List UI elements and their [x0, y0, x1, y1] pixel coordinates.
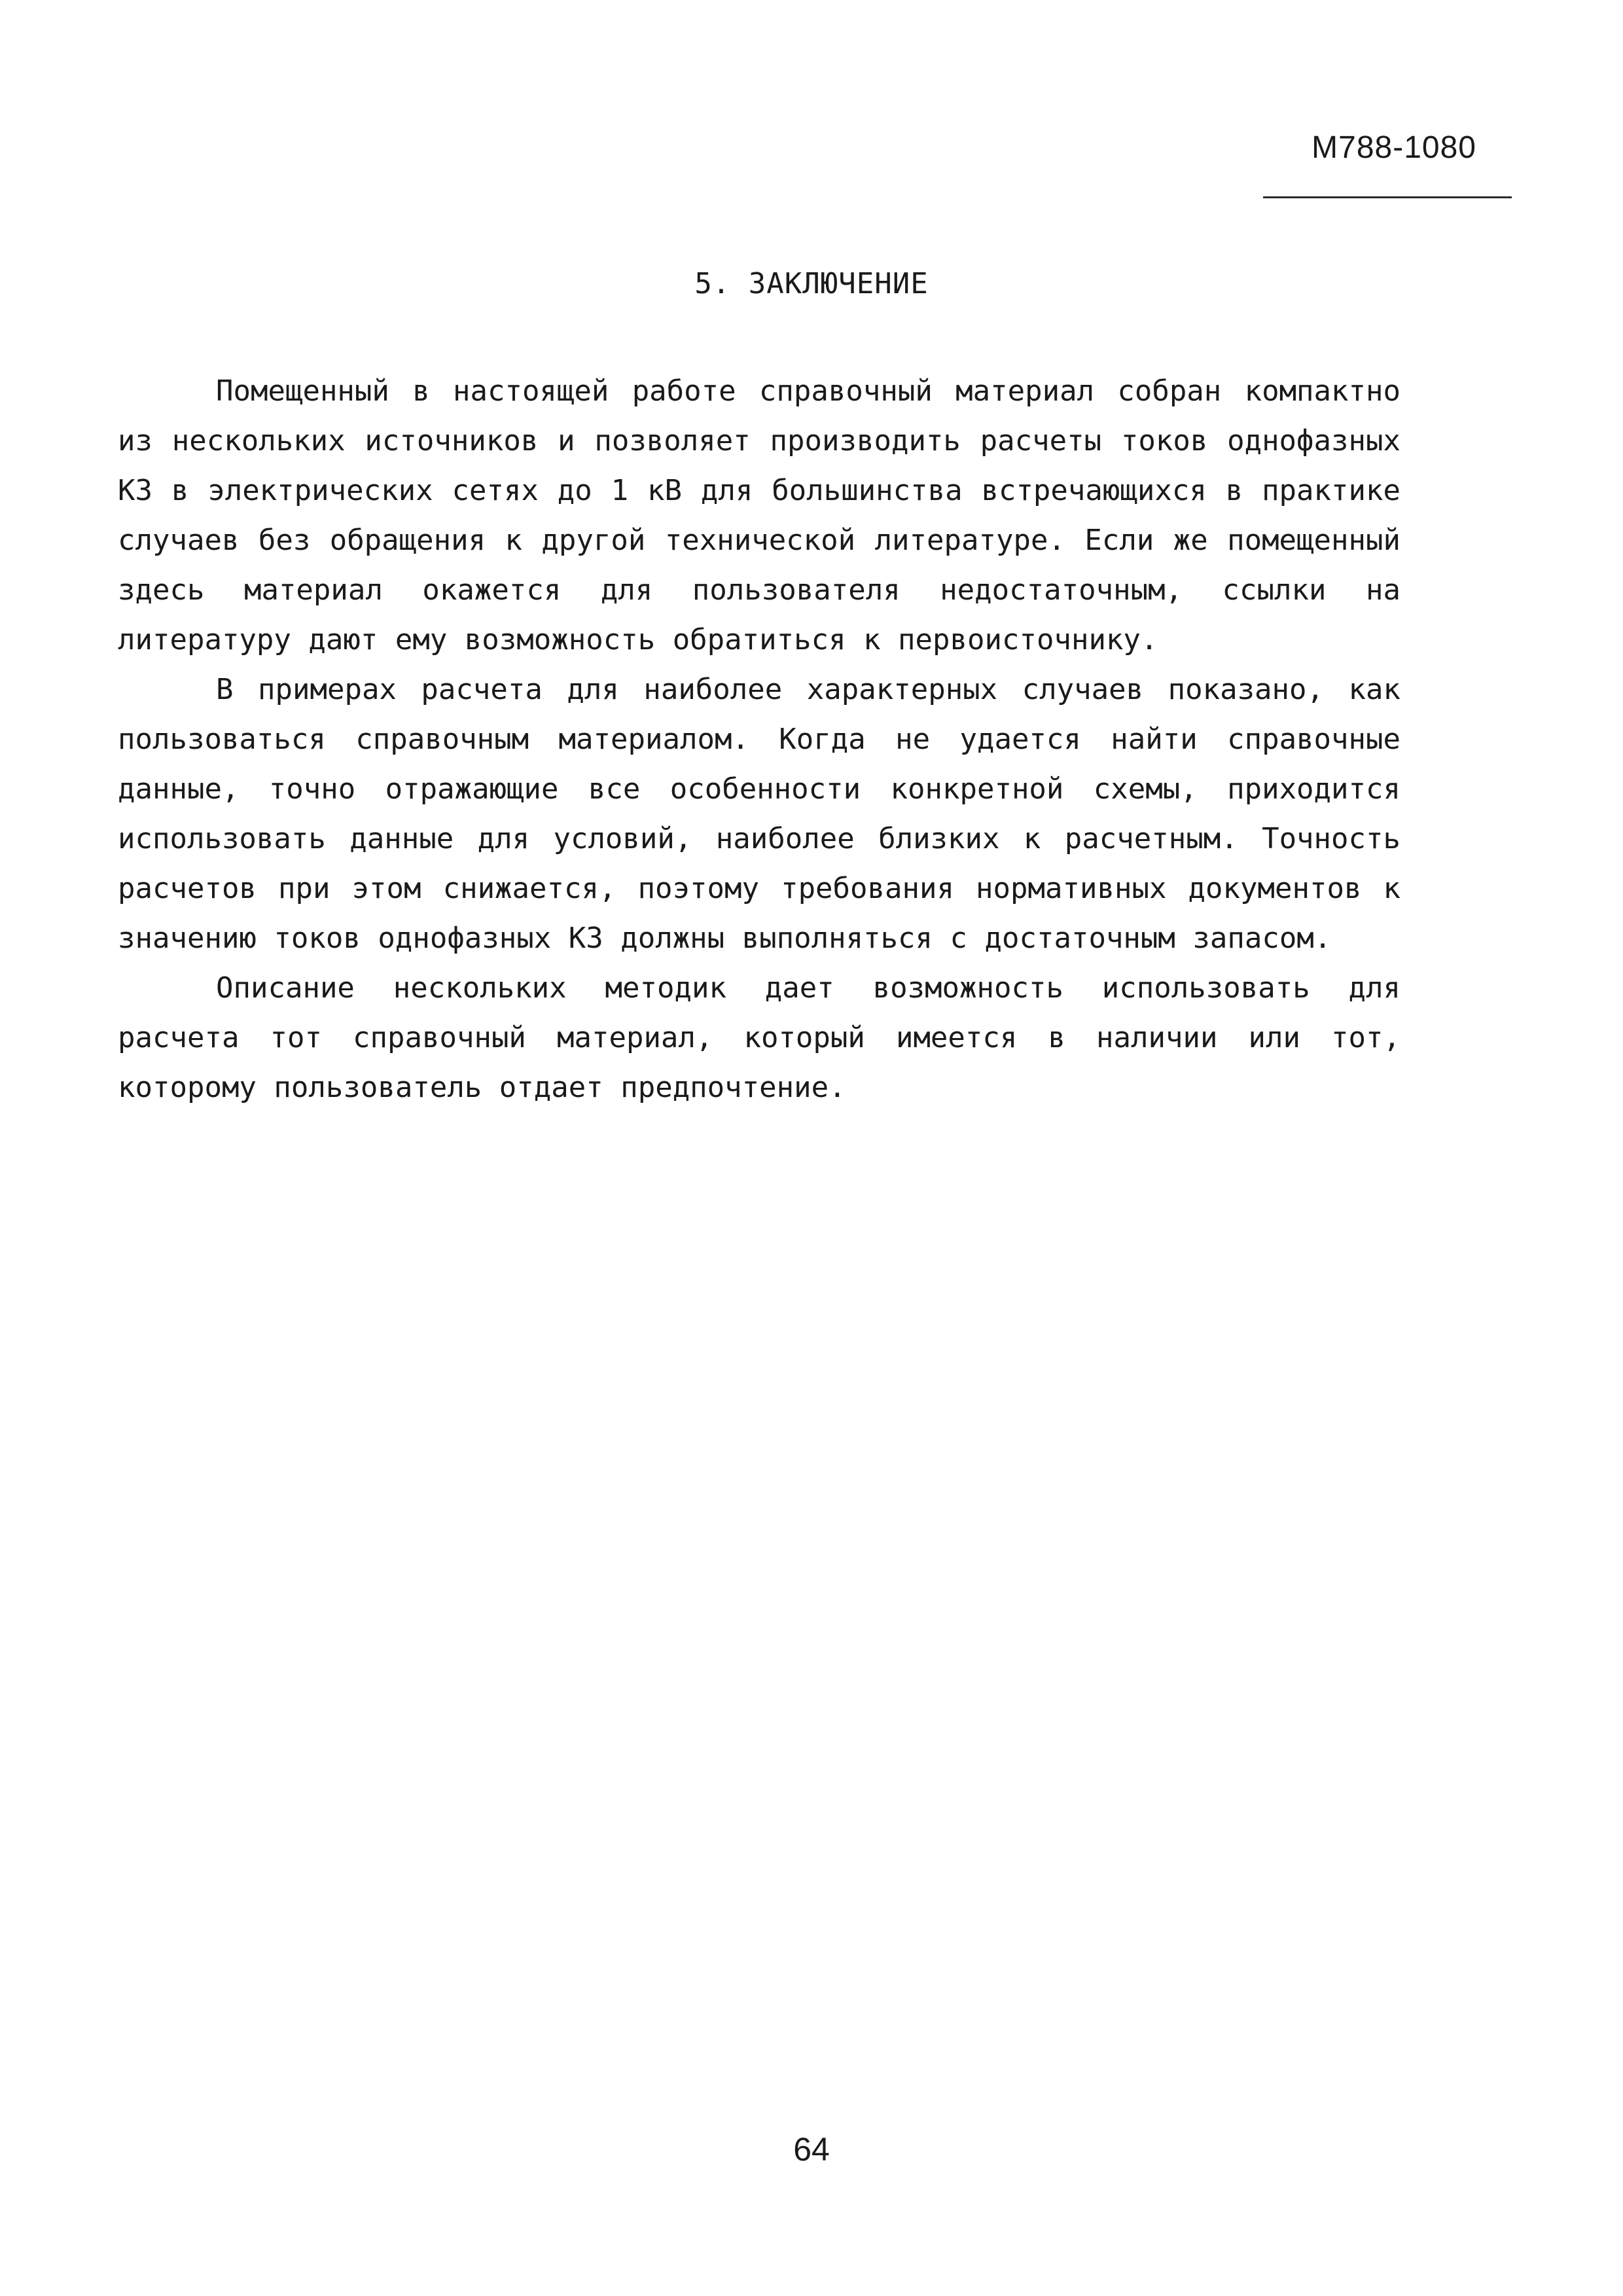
body-text	[118, 367, 1400, 1113]
section-title: 5. ЗАКЛЮЧЕНИЕ	[694, 267, 929, 300]
page-number: 64	[793, 2131, 830, 2168]
paragraph-2: В примерах расчета для наиболее характерных случаев показано, как пользоваться справочным материалом. Когда не удается найти справочные данные, точно отражающие все особенности конкретной схемы, приходится использовать данные для условий, наиболее близких к расчетным. Точность расчетов при этом снижается, поэтому требования нормативных документов к значению токов однофазных КЗ должны выполняться с достаточным запасом.	[118, 673, 1400, 955]
paragraph-3: Описание нескольких методик дает возможность использовать для расчета тот справочный материал, который имеется в наличии или тот, которому пользователь отдает предпочтение.	[118, 971, 1400, 1104]
document-code: М788-1080	[1311, 130, 1476, 165]
paragraph-1: Помещенный в настоящей работе справочный материал собран компактно из нескольких источников и позволяет производить расчеты токов однофазных КЗ в электрических сетях до 1 кВ для большинства встречающихся в практике случаев без обращения к другой технической литературе. Если же помещенный здесь материал окажется для пользователя недостаточным, ссылки на литературу дают ему возможность обратиться к первоисточнику.	[118, 374, 1400, 656]
header-rule	[1263, 196, 1512, 198]
